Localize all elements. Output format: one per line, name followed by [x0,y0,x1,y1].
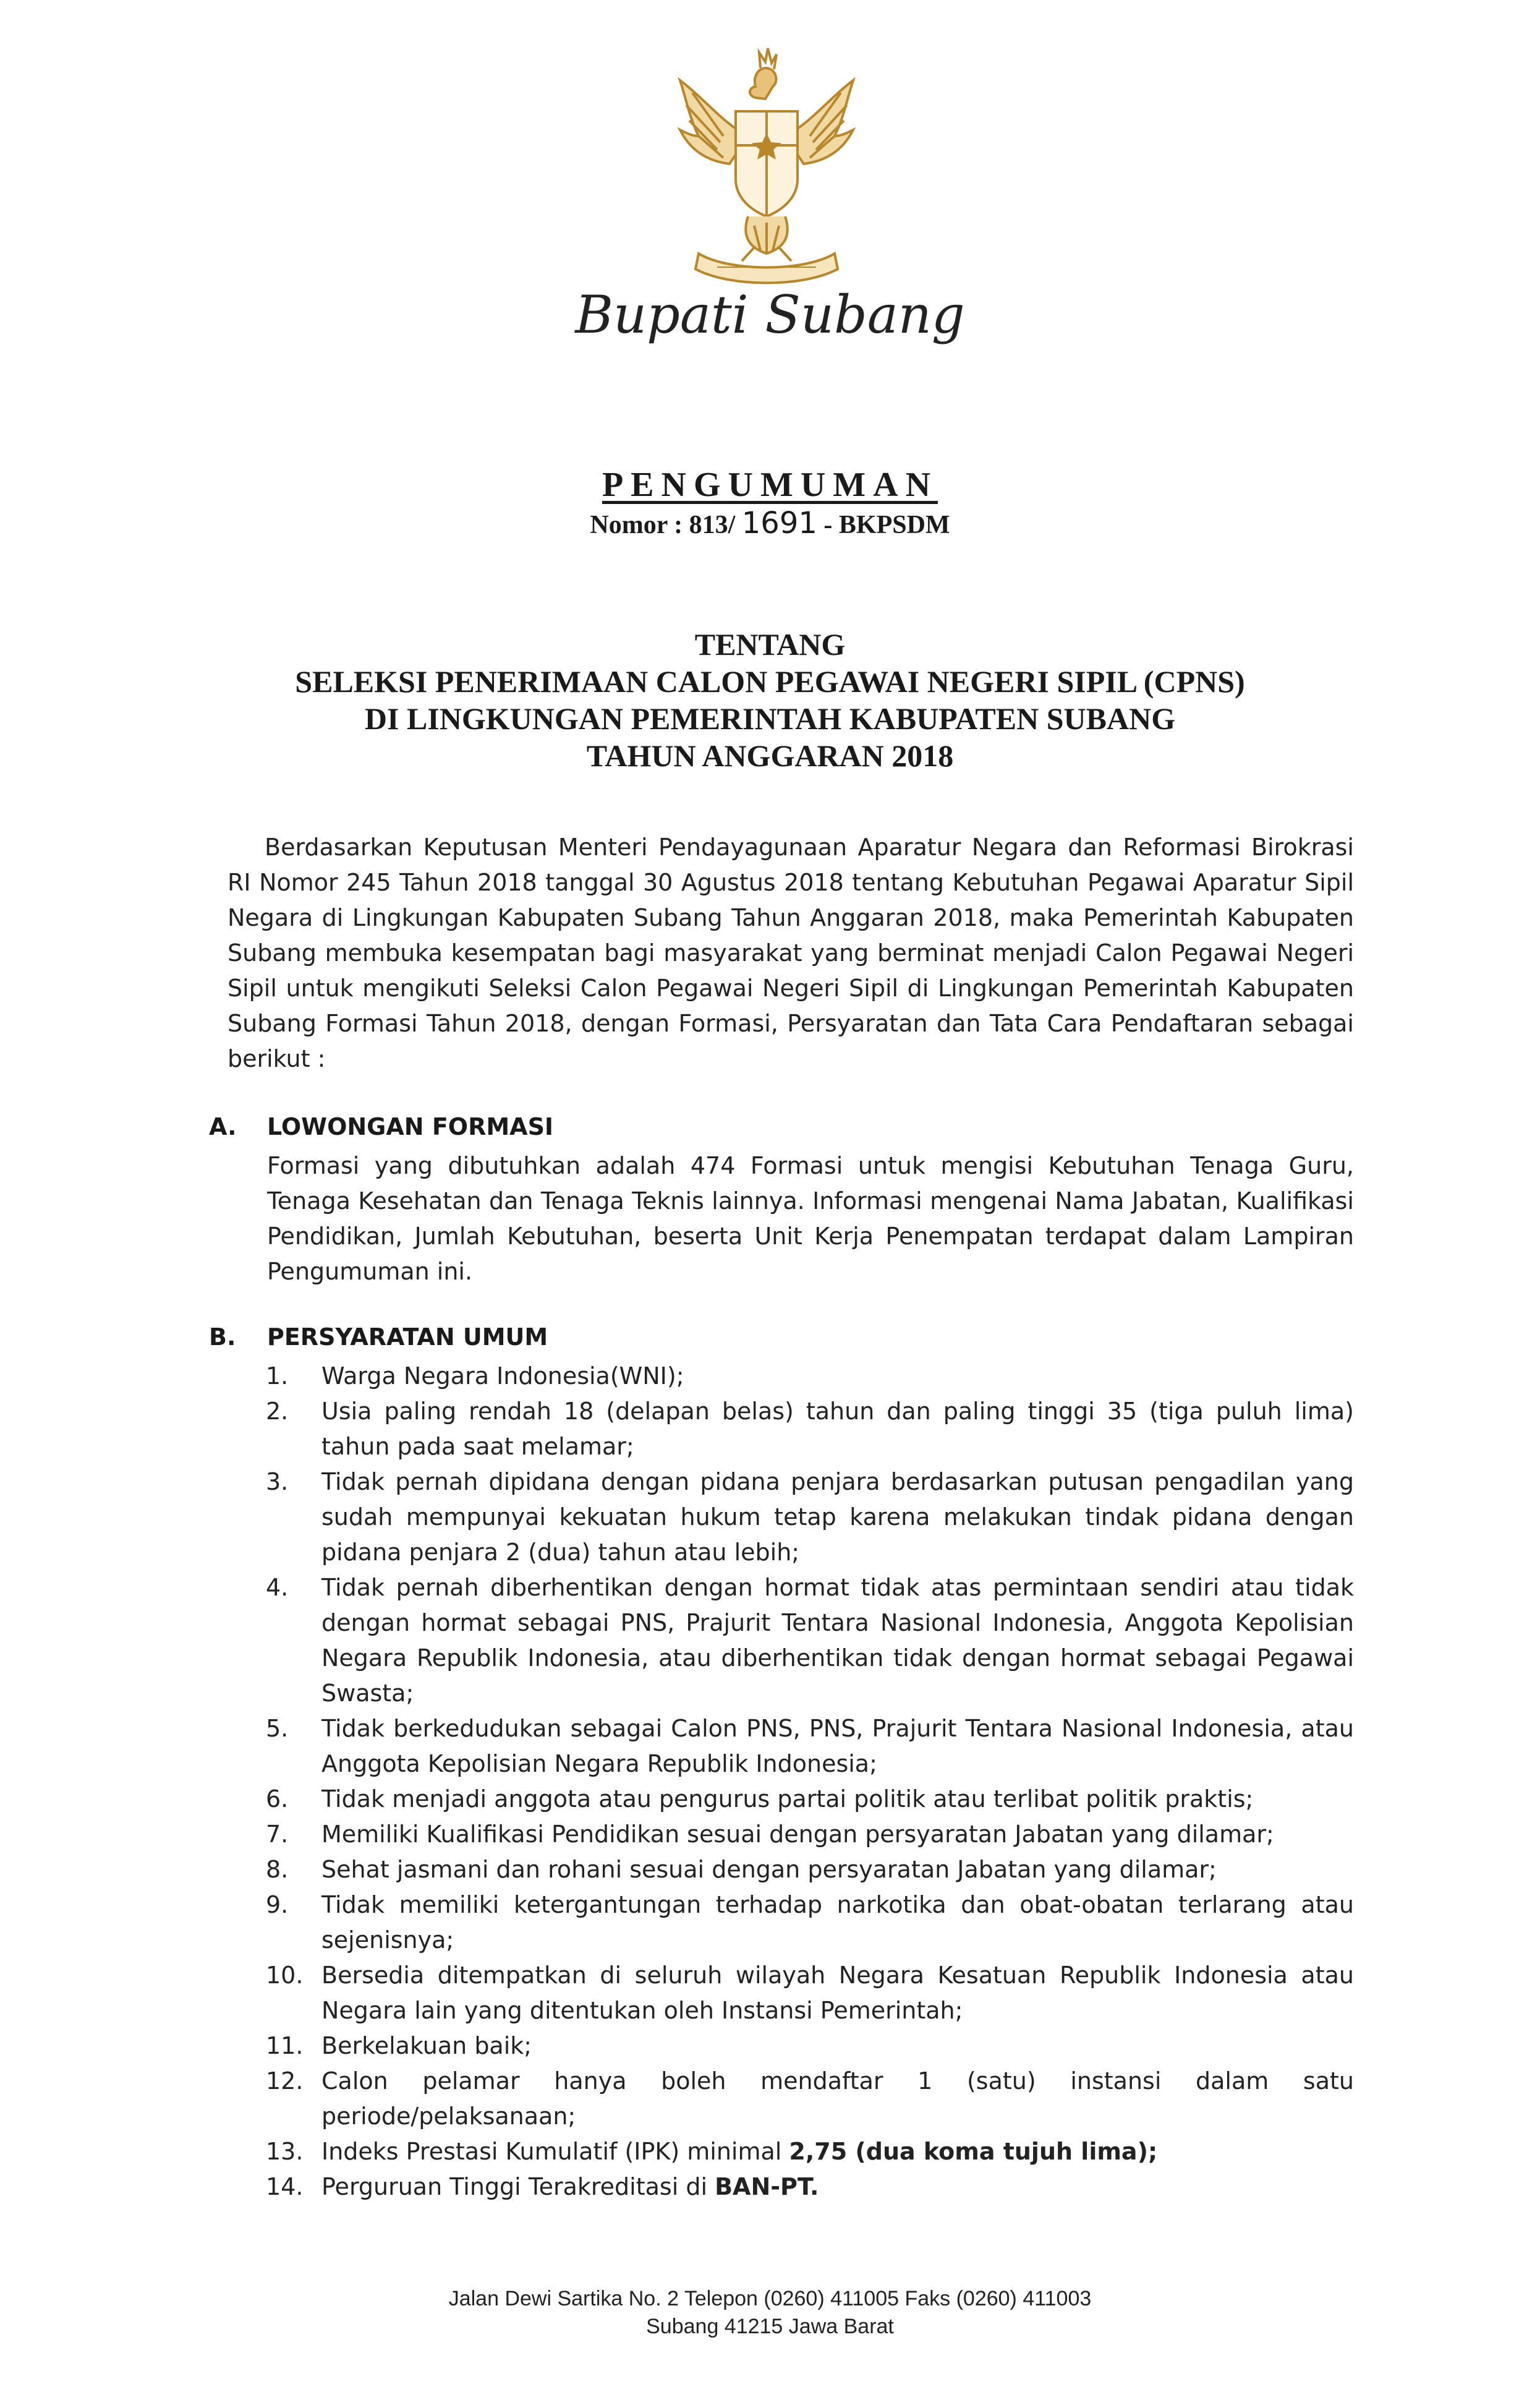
footer-address-line-2: Subang 41215 Jawa Barat [646,2315,894,2338]
footer-address-line-1: Jalan Dewi Sartika No. 2 Telepon (0260) 411005 Faks (0260) 411003 [448,2287,1092,2310]
garuda-emblem-icon [655,43,878,303]
office-title: Bupati Subang [575,284,965,345]
number-suffix: - BKPSDM [823,511,950,539]
subject-line-2: SELEKSI PENERIMAAN CALON PEGAWAI NEGERI SIPIL (CPNS) [295,664,1245,699]
section-b-letter: B. [209,1323,236,1351]
subject-line-1: TENTANG [694,627,846,662]
section-a-text: Formasi yang dibutuhkan adalah 474 Formasi untuk mengisi Kebutuhan Tenaga Guru, Tenaga Kesehatan dan Tenaga Teknis lainnya. Informasi mengenai Nama Jabatan, Kualifikasi Pendidikan, Jumlah Kebutuhan, beserta Unit Kerja Penempatan terdapat dalam Lampiran Pengumuman ini. [267,1152,1354,1285]
number-handwritten: 1691 [741,506,817,540]
subject-line-4: TAHUN ANGGARAN 2018 [586,738,954,773]
section-a-letter: A. [209,1113,237,1140]
section-a-title: LOWONGAN FORMASI [267,1113,554,1140]
section-b-title: PERSYARATAN UMUM [267,1323,548,1351]
subject-line-3: DI LINGKUNGAN PEMERINTAH KABUPATEN SUBANG [364,701,1176,736]
announcement-number [0,506,1540,540]
number-prefix: Nomor : 813/ [590,511,736,539]
intro-paragraph: Berdasarkan Keputusan Menteri Pendayagunaan Aparatur Negara dan Reformasi Birokrasi RI Nomor 245 Tahun 2018 tanggal 30 Agustus 2018 tentang Kebutuhan Pegawai Aparatur Sipil Negara di Lingkungan Kabupaten Subang Tahun Anggaran 2018, maka Pemerintah Kabupaten Subang membuka kesempatan bagi masyarakat yang berminat menjadi Calon Pegawai Negeri Sipil untuk mengikuti Seleksi Calon Pegawai Negeri Sipil di Lingkungan Pemerintah Kabupaten Subang Formasi Tahun 2018, dengan Formasi, Persyaratan dan Tata Cara Pendaftaran sebagai berikut : [228,834,1354,1072]
announcement-title: PENGUMUMAN [602,466,938,504]
